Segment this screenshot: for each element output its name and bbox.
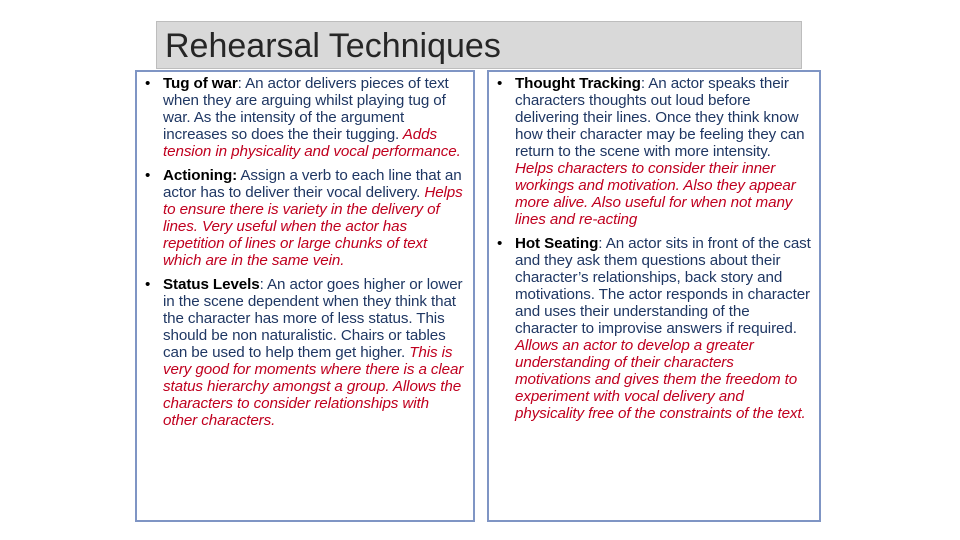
term-separator: : bbox=[259, 276, 268, 293]
term-separator: : bbox=[598, 235, 606, 252]
technique-status-levels bbox=[139, 276, 467, 429]
technique-benefit: Helps to ensure there is variety in the delivery of lines. Very useful when the actor has repetition of lines or large chunks of text which are in the same vein. bbox=[163, 184, 463, 269]
bullet-icon: • bbox=[497, 235, 503, 252]
bullet-icon: • bbox=[145, 167, 151, 184]
technique-benefit: Adds tension in physicality and vocal performance. bbox=[163, 126, 461, 160]
technique-description: An actor sits in front of the cast and they ask them questions about their character’s relationships, back story and motivations. The actor responds in character and uses their understanding of the character to improvise answers if required. bbox=[515, 235, 811, 337]
right-technique-list bbox=[489, 72, 819, 422]
technique-tug-of-war bbox=[139, 75, 467, 160]
technique-benefit: This is very good for moments where there is a clear status hierarchy amongst a group. Allows the characters to consider relationships with other characters. bbox=[163, 344, 464, 429]
technique-benefit: Allows an actor to develop a greater understanding of their characters motivations and gives them the freedom to experiment with vocal delivery and physicality free of the constraints of the text. bbox=[515, 337, 806, 422]
technique-term: Hot Seating bbox=[515, 235, 599, 252]
term-separator: : bbox=[640, 75, 649, 92]
slide-title: Rehearsal Techniques bbox=[165, 27, 501, 65]
term-separator: : bbox=[237, 75, 246, 92]
title-bar bbox=[156, 21, 802, 69]
technique-term: Status Levels bbox=[163, 276, 260, 293]
technique-term: Actioning: bbox=[163, 167, 238, 184]
technique-description: An actor delivers pieces of text when they are arguing whilst playing tug of war. As the intensity of the argument increases so does the their tugging. bbox=[163, 75, 449, 143]
left-technique-list bbox=[137, 72, 473, 429]
technique-description: An actor speaks their characters thoughts out loud before delivering their lines. Once they think know how their character may be feeling they can return to the scene with more intensity. bbox=[515, 75, 805, 160]
bullet-icon: • bbox=[497, 75, 503, 92]
technique-thought-tracking bbox=[491, 75, 813, 228]
technique-term: Thought Tracking bbox=[515, 75, 641, 92]
technique-benefit: Helps characters to consider their inner workings and motivation. Also they appear more alive. Also useful for when not many lines and re-acting bbox=[515, 160, 796, 228]
technique-description: An actor goes higher or lower in the scene dependent when they think that the character has more of less status. This should be non naturalistic. Chairs or tables can be used to help them get higher. bbox=[163, 276, 463, 361]
left-panel bbox=[135, 70, 475, 522]
technique-term: Tug of war bbox=[163, 75, 238, 92]
right-panel bbox=[487, 70, 821, 522]
bullet-icon: • bbox=[145, 276, 151, 293]
technique-description: Assign a verb to each line that an actor has to deliver their vocal delivery. bbox=[163, 167, 462, 201]
technique-actioning bbox=[139, 167, 467, 269]
bullet-icon: • bbox=[145, 75, 151, 92]
technique-hot-seating bbox=[491, 235, 813, 422]
